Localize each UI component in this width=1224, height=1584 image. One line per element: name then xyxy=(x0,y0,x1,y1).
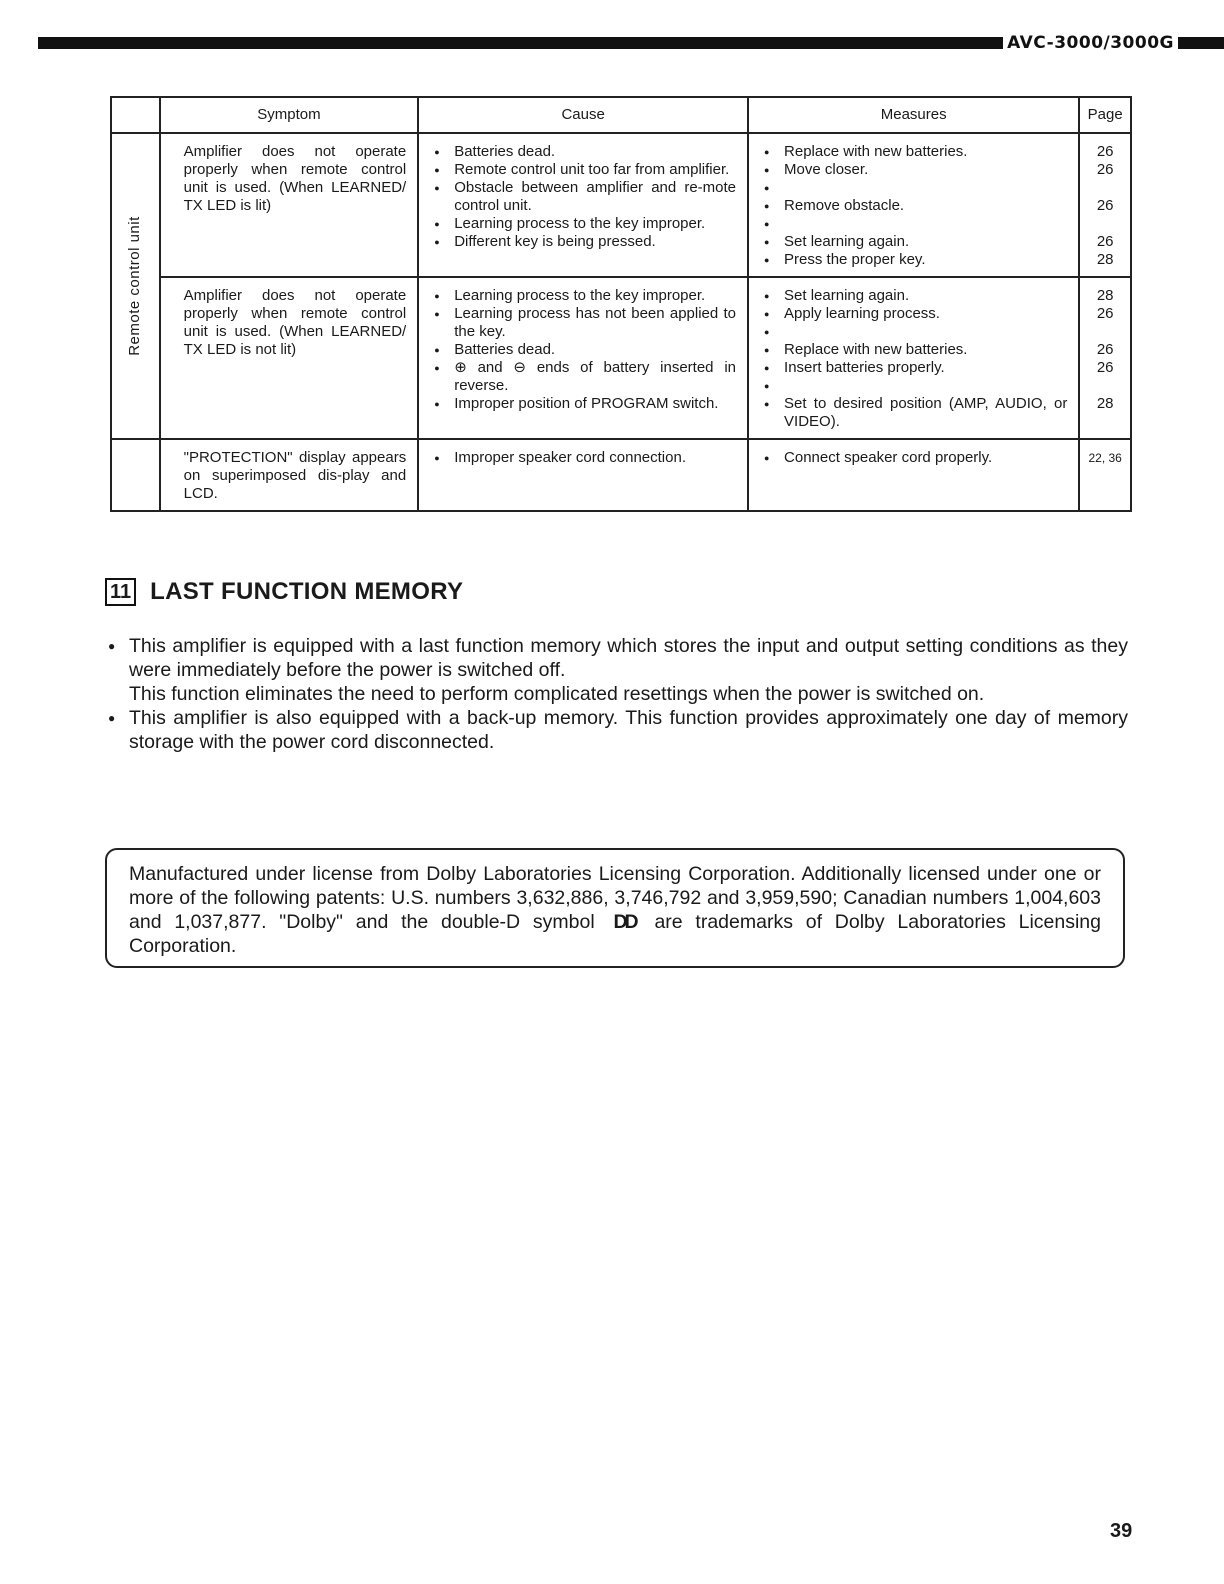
bullet-text: ● This amplifier is equipped with a last function memory which stores the input and output setting conditions as they were immediately before the power is switched off. xyxy=(129,635,1128,681)
troubleshooting-table xyxy=(110,96,1132,512)
measure-item: ● Replace with new batteries. xyxy=(762,143,1067,161)
cause-cell xyxy=(418,133,748,277)
symptom-cell xyxy=(160,277,419,439)
symptom-cell xyxy=(160,439,419,511)
page-ref: 26 xyxy=(1096,143,1114,160)
license-text: Manufactured under license from Dolby Laboratories Licensing Corporation. Additionally licensed under one or more of the following patents: U.S. numbers 3,632,886, 3,746,792 and 3,959,590; Canadian numbers 1,004,603 and 1,037,877. "Dolby" and the double-D symbol xyxy=(129,863,1101,933)
cause-item: ● ⊕ and ⊖ ends of battery inserted in reverse. xyxy=(432,359,736,395)
spacer xyxy=(1081,215,1129,233)
measures-cell xyxy=(748,133,1079,277)
page-cell xyxy=(1079,133,1131,277)
page-ref: 28 xyxy=(1096,395,1114,412)
page-ref: 26 xyxy=(1096,197,1114,214)
symptom-text: "PROTECTION" display appears on superimposed dis-play and LCD. xyxy=(183,449,407,502)
spacer xyxy=(762,323,1067,341)
cause-item: ● Improper position of PROGRAM switch. xyxy=(432,395,736,413)
cause-header: Cause xyxy=(418,97,748,133)
cause-cell xyxy=(418,439,748,511)
list-item xyxy=(108,634,1128,706)
cause-item: ● Batteries dead. xyxy=(432,143,736,161)
category-cell xyxy=(111,133,160,439)
measure-item: ● Move closer. xyxy=(762,161,1067,179)
table-row xyxy=(111,439,1131,511)
page-ref: 26 xyxy=(1096,359,1114,376)
spacer xyxy=(762,179,1067,197)
category-cell-empty xyxy=(111,439,160,511)
measures-cell xyxy=(748,439,1079,511)
cause-item: ● Batteries dead. xyxy=(432,341,736,359)
page-cell xyxy=(1079,277,1131,439)
cause-item: ● Learning process to the key improper. xyxy=(432,215,736,233)
spacer xyxy=(1081,323,1129,341)
cause-cell xyxy=(418,277,748,439)
symptom-text: Amplifier does not operate properly when remote control unit is used. (When LEARNED/ TX LED is not lit) xyxy=(183,287,407,358)
page-ref: 26 xyxy=(1096,305,1114,322)
double-d-symbol-icon: DD xyxy=(613,911,636,933)
section-body xyxy=(108,634,1128,754)
list-item xyxy=(108,706,1128,754)
table-row xyxy=(111,277,1131,439)
symptom-text: Amplifier does not operate properly when remote control unit is used. (When LEARNED/ TX LED is lit) xyxy=(183,143,407,214)
measure-item: ● Set learning again. xyxy=(762,233,1067,251)
page-ref: 28 xyxy=(1096,251,1114,268)
measure-item: ● Set to desired position (AMP, AUDIO, or VIDEO). xyxy=(762,395,1067,431)
table-row xyxy=(111,133,1131,277)
measures-cell xyxy=(748,277,1079,439)
header-bar xyxy=(38,33,1224,53)
page-ref: 26 xyxy=(1096,233,1114,250)
table-header-row xyxy=(111,97,1131,133)
cause-item: ● Different key is being pressed. xyxy=(432,233,736,251)
model-name: AVC-3000/3000G xyxy=(1003,36,1178,50)
page-ref: 28 xyxy=(1096,287,1114,304)
measure-item: ● Set learning again. xyxy=(762,287,1067,305)
measure-item: ● Apply learning process. xyxy=(762,305,1067,323)
cause-item: ● Learning process to the key improper. xyxy=(432,287,736,305)
category-label: Remote control unit xyxy=(126,216,144,356)
symptom-header: Symptom xyxy=(160,97,419,133)
cause-item: ● Learning process has not been applied to the key. xyxy=(432,305,736,341)
measures-header: Measures xyxy=(748,97,1079,133)
page-ref: 22, 36 xyxy=(1088,451,1122,465)
symptom-cell xyxy=(160,133,419,277)
page-number: 39 xyxy=(1110,1520,1133,1542)
license-text-end: are trademarks of Dolby Laboratories Licensing Corporation. xyxy=(129,911,1101,957)
category-header xyxy=(111,97,160,133)
measure-item: ● Replace with new batteries. xyxy=(762,341,1067,359)
spacer xyxy=(762,377,1067,395)
bullet-text-extra: This function eliminates the need to perform complicated resettings when the power is switched on. xyxy=(129,683,985,705)
spacer xyxy=(1081,377,1129,395)
page-cell xyxy=(1079,439,1131,511)
cause-item: ● Obstacle between amplifier and re-mote control unit. xyxy=(432,179,736,215)
header-rule xyxy=(38,37,1003,49)
section-number: 11 xyxy=(105,578,136,606)
spacer xyxy=(762,215,1067,233)
license-notice xyxy=(105,848,1125,968)
page-ref: 26 xyxy=(1096,161,1114,178)
measure-item: ● Remove obstacle. xyxy=(762,197,1067,215)
cause-item: ● Remote control unit too far from amplifier. xyxy=(432,161,736,179)
page-ref: 26 xyxy=(1096,341,1114,358)
measure-item: ● Connect speaker cord properly. xyxy=(762,449,1067,467)
bullet-text: ● This amplifier is also equipped with a back-up memory. This function provides approximately one day of memory storage with the power cord disconnected. xyxy=(129,707,1128,753)
cause-item: ● Improper speaker cord connection. xyxy=(432,449,736,467)
section-title xyxy=(105,578,463,606)
page-header: Page xyxy=(1079,97,1131,133)
section-heading: LAST FUNCTION MEMORY xyxy=(150,578,464,605)
measure-item: ● Insert batteries properly. xyxy=(762,359,1067,377)
measure-item: ● Press the proper key. xyxy=(762,251,1067,269)
header-rule-end xyxy=(1178,37,1224,49)
spacer xyxy=(1081,179,1129,197)
